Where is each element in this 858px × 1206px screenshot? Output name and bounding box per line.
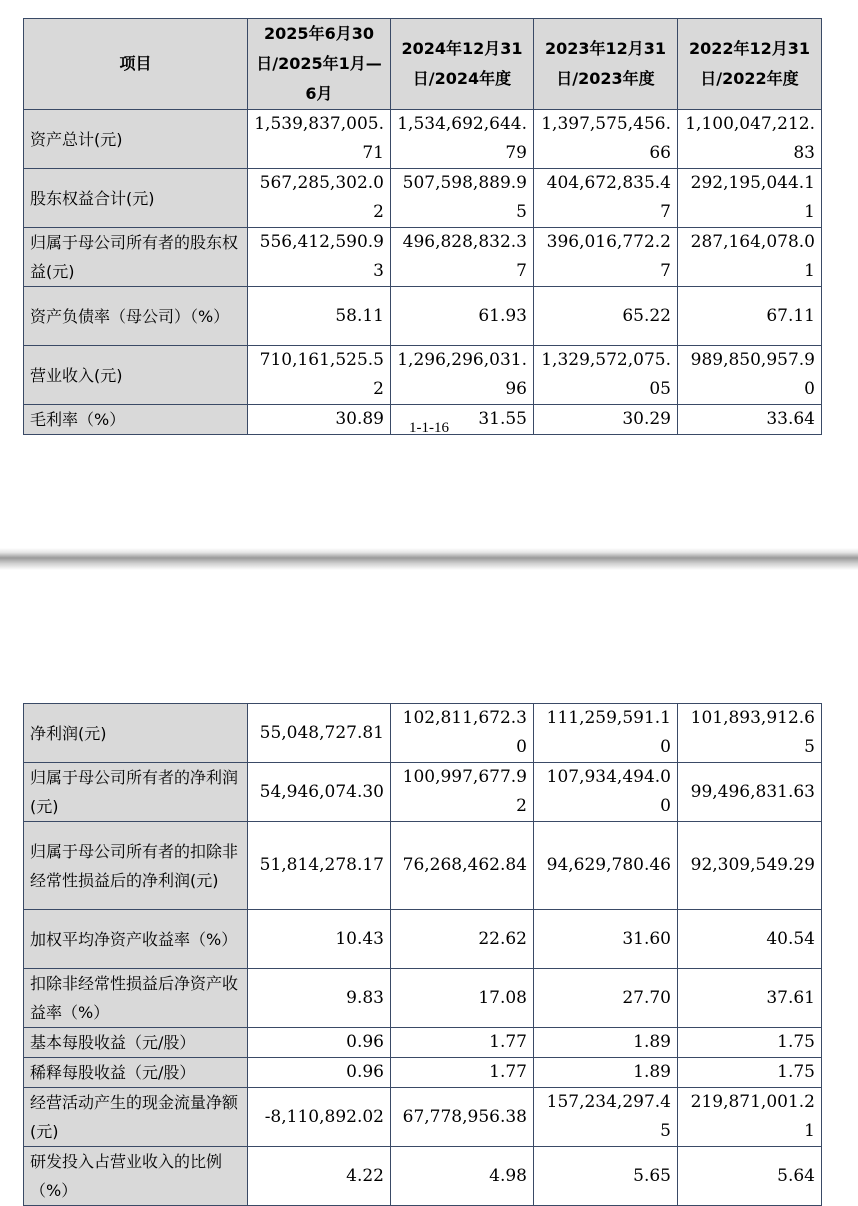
row-value: 0.96 [248, 1028, 391, 1058]
row-value: 404,672,835.47 [534, 169, 678, 228]
row-label: 研发投入占营业收入的比例（%） [24, 1147, 248, 1206]
row-value: 219,871,001.21 [678, 1088, 822, 1147]
row-value: 67,778,956.38 [391, 1088, 534, 1147]
row-label: 资产总计(元) [24, 110, 248, 169]
row-value: 1,100,047,212.83 [678, 110, 822, 169]
page-break-divider [0, 548, 858, 570]
row-label: 加权平均净资产收益率（%） [24, 910, 248, 969]
table-row [24, 169, 822, 228]
row-value: 65.22 [534, 287, 678, 346]
row-value: 507,598,889.95 [391, 169, 534, 228]
row-value: 40.54 [678, 910, 822, 969]
row-value: 9.83 [248, 969, 391, 1028]
row-value: 556,412,590.93 [248, 228, 391, 287]
row-label: 归属于母公司所有者的股东权益(元) [24, 228, 248, 287]
row-value: 54,946,074.30 [248, 763, 391, 822]
page-number: 1-1-16 [409, 420, 449, 436]
row-value: 5.64 [678, 1147, 822, 1206]
row-value: 0.96 [248, 1058, 391, 1088]
row-value: 1.89 [534, 1058, 678, 1088]
row-value: 67.11 [678, 287, 822, 346]
row-label: 稀释每股收益（元/股） [24, 1058, 248, 1088]
row-value: 1,534,692,644.79 [391, 110, 534, 169]
row-value: 94,629,780.46 [534, 822, 678, 910]
row-value: 31.55 [391, 405, 534, 435]
row-value: 710,161,525.52 [248, 346, 391, 405]
financial-table-part1 [23, 18, 822, 435]
row-value: 107,934,494.00 [534, 763, 678, 822]
table-row [24, 763, 822, 822]
row-value: 1.89 [534, 1028, 678, 1058]
row-value: 1.77 [391, 1058, 534, 1088]
row-value: 30.89 [248, 405, 391, 435]
row-label: 净利润(元) [24, 704, 248, 763]
header-period-2023: 2023年12月31日/2023年度 [534, 19, 678, 110]
row-value: 55,048,727.81 [248, 704, 391, 763]
table-row [24, 1147, 822, 1206]
row-value: 33.64 [678, 405, 822, 435]
table-row [24, 346, 822, 405]
table-row [24, 110, 822, 169]
header-period-2025h1: 2025年6月30日/2025年1月—6月 [248, 19, 391, 110]
row-value: 1,397,575,456.66 [534, 110, 678, 169]
row-value: 157,234,297.45 [534, 1088, 678, 1147]
row-value: 101,893,912.65 [678, 704, 822, 763]
row-label: 扣除非经常性损益后净资产收益率（%） [24, 969, 248, 1028]
row-label: 归属于母公司所有者的净利润(元) [24, 763, 248, 822]
table-row [24, 1028, 822, 1058]
row-value: 30.29 [534, 405, 678, 435]
table-row [24, 910, 822, 969]
row-value: 1,296,296,031.96 [391, 346, 534, 405]
row-value: 1,329,572,075.05 [534, 346, 678, 405]
row-value: 1.75 [678, 1028, 822, 1058]
financial-table-part2 [23, 703, 822, 1206]
row-label: 毛利率（%） [24, 405, 248, 435]
row-value: 5.65 [534, 1147, 678, 1206]
row-value: 1,539,837,005.71 [248, 110, 391, 169]
row-value: 102,811,672.30 [391, 704, 534, 763]
row-label: 基本每股收益（元/股） [24, 1028, 248, 1058]
row-label: 营业收入(元) [24, 346, 248, 405]
row-value: 10.43 [248, 910, 391, 969]
row-value: 37.61 [678, 969, 822, 1028]
row-value: 76,268,462.84 [391, 822, 534, 910]
row-label: 股东权益合计(元) [24, 169, 248, 228]
row-value: 31.60 [534, 910, 678, 969]
row-value: 27.70 [534, 969, 678, 1028]
row-value: 22.62 [391, 910, 534, 969]
table-row [24, 969, 822, 1028]
row-value: 92,309,549.29 [678, 822, 822, 910]
row-value: 4.98 [391, 1147, 534, 1206]
row-value: 396,016,772.27 [534, 228, 678, 287]
row-value: -8,110,892.02 [248, 1088, 391, 1147]
table-row [24, 822, 822, 910]
row-value: 100,997,677.92 [391, 763, 534, 822]
row-value: 99,496,831.63 [678, 763, 822, 822]
row-label: 资产负债率（母公司）（%） [24, 287, 248, 346]
row-value: 989,850,957.90 [678, 346, 822, 405]
header-period-2022: 2022年12月31日/2022年度 [678, 19, 822, 110]
table-row [24, 1088, 822, 1147]
header-item: 项目 [24, 19, 248, 110]
table-row [24, 287, 822, 346]
row-label: 归属于母公司所有者的扣除非经常性损益后的净利润(元) [24, 822, 248, 910]
table-header-row [24, 19, 822, 110]
row-value: 567,285,302.02 [248, 169, 391, 228]
row-value: 496,828,832.37 [391, 228, 534, 287]
header-period-2024: 2024年12月31日/2024年度 [391, 19, 534, 110]
row-value: 287,164,078.01 [678, 228, 822, 287]
row-value: 292,195,044.11 [678, 169, 822, 228]
table-row [24, 704, 822, 763]
table-row [24, 1058, 822, 1088]
row-value: 1.77 [391, 1028, 534, 1058]
row-value: 58.11 [248, 287, 391, 346]
row-value: 1.75 [678, 1058, 822, 1088]
row-value: 4.22 [248, 1147, 391, 1206]
table-row [24, 228, 822, 287]
row-value: 51,814,278.17 [248, 822, 391, 910]
row-value: 17.08 [391, 969, 534, 1028]
row-value: 61.93 [391, 287, 534, 346]
row-value: 111,259,591.10 [534, 704, 678, 763]
row-label: 经营活动产生的现金流量净额(元) [24, 1088, 248, 1147]
